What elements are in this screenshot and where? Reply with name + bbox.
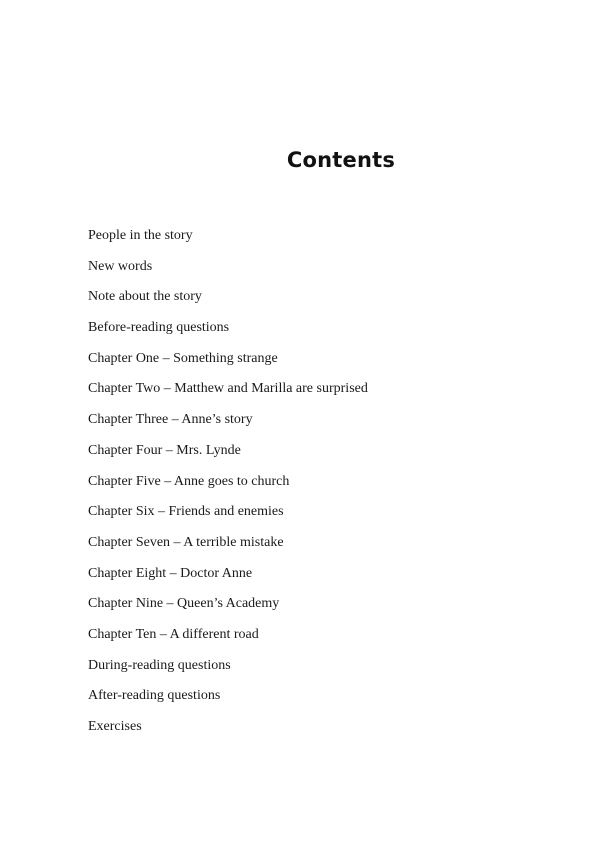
page-title: Contents [286, 148, 396, 172]
table-of-contents [88, 226, 368, 748]
toc-entry: Before-reading questions [88, 320, 230, 336]
toc-entry: Chapter Two – Matthew and Marilla are surprised [88, 381, 368, 397]
toc-entry: After-reading questions [88, 688, 221, 704]
toc-entry: Chapter Nine – Queen’s Academy [88, 596, 280, 612]
toc-entry: Chapter Five – Anne goes to church [88, 473, 290, 489]
toc-entry: Exercises [88, 719, 142, 734]
toc-entry: During-reading questions [88, 657, 231, 673]
toc-entry: Chapter Eight – Doctor Anne [88, 565, 253, 581]
toc-entry: Chapter One – Something strange [88, 350, 278, 366]
toc-entry: Chapter Four – Mrs. Lynde [88, 442, 241, 458]
toc-entry: Chapter Ten – A different road [88, 626, 259, 642]
toc-entry: New words [88, 258, 153, 274]
toc-entry: People in the story [88, 228, 193, 243]
toc-entry: Note about the story [88, 289, 202, 305]
toc-entry: Chapter Six – Friends and enemies [88, 504, 284, 520]
toc-entry: Chapter Three – Anne’s story [88, 412, 253, 428]
toc-entry: Chapter Seven – A terrible mistake [88, 534, 284, 550]
